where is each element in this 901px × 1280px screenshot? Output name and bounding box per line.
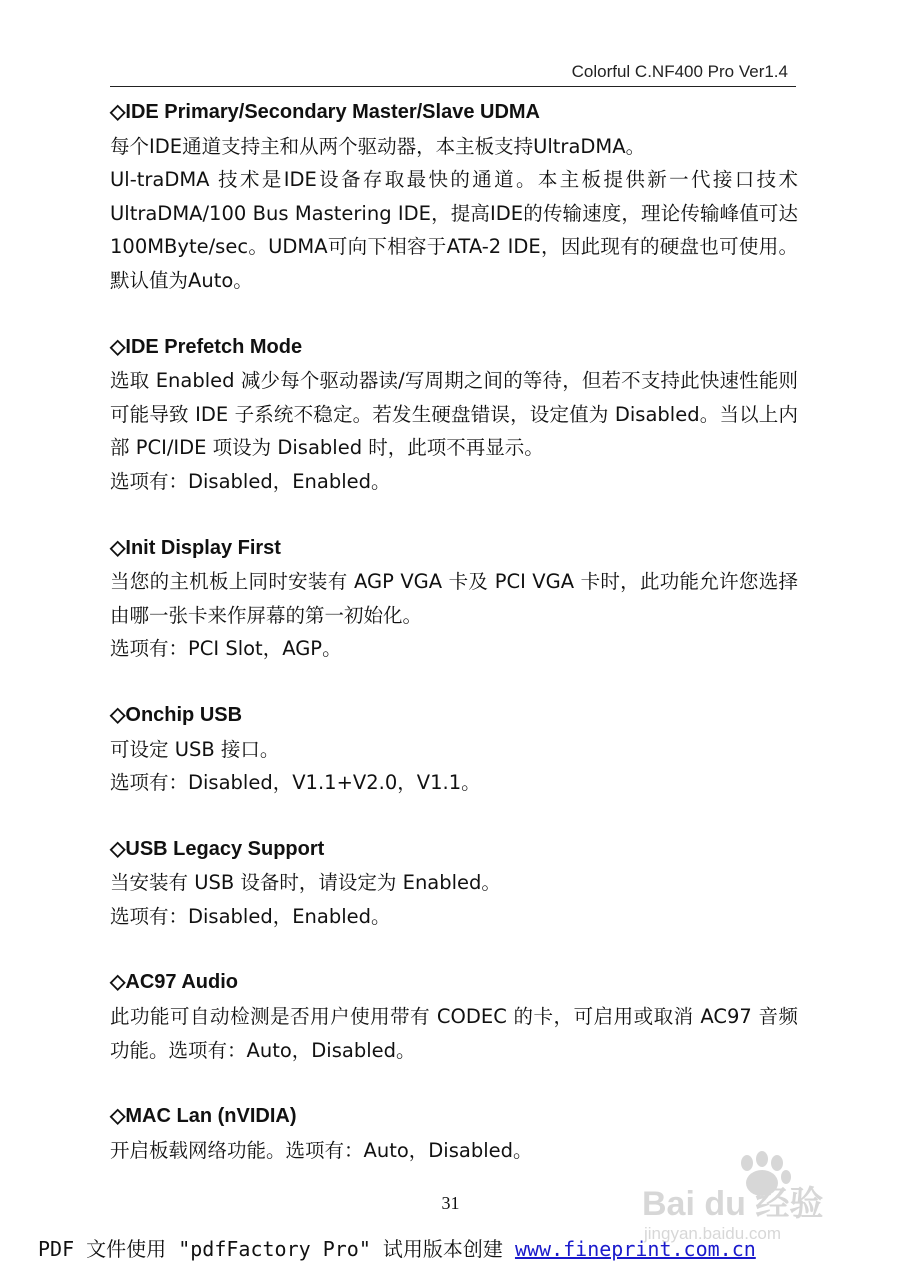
header-title: Colorful C.NF400 Pro Ver1.4 [571, 62, 788, 81]
section-paragraph: 选项有：Disabled，V1.1+V2.0，V1.1。 [110, 771, 481, 795]
section-paragraph: 每个IDE通道支持主和从两个驱动器，本主板支持UltraDMA。 [110, 134, 646, 158]
section-heading: ◇AC97 Audio [110, 971, 238, 994]
baidu-watermark-logo [640, 1145, 860, 1245]
page-header [110, 58, 796, 87]
section-onchip-usb [110, 699, 798, 800]
section-paragraph: 开启板载网络功能。选项有：Auto，Disabled。 [110, 1138, 533, 1162]
section-heading: ◇USB Legacy Support [110, 837, 325, 860]
section-paragraph: 选取 Enabled 减少每个驱动器读/写周期之间的等待，但若不支持此快速性能则可能导致 IDE 子系统不稳定。若发生硬盘错误，设定值为 Disabled。当以上内部 PCI/IDE 项设为 Disabled 时，此项不再显示。 [110, 369, 798, 460]
page-number: 31 [441, 1193, 460, 1213]
section-usb-legacy [110, 833, 798, 934]
footer-text: PDF 文件使用 "pdfFactory Pro" 试用版本创建 [38, 1237, 515, 1261]
section-paragraph: 选项有：Disabled，Enabled。 [110, 469, 391, 493]
section-paragraph: 选项有：Disabled，Enabled。 [110, 904, 391, 928]
section-paragraph: 当安装有 USB 设备时，请设定为 Enabled。 [110, 871, 501, 895]
section-heading: ◇IDE Primary/Secondary Master/Slave UDMA [110, 101, 540, 123]
section-heading: ◇IDE Prefetch Mode [110, 335, 303, 358]
section-ac97-audio [110, 966, 798, 1067]
document-body [110, 96, 798, 1167]
section-paragraph: 可设定 USB 接口。 [110, 737, 280, 761]
watermark-url: jingyan.baidu.com [644, 1224, 782, 1243]
watermark-brand: Bai du 经验 [642, 1185, 824, 1223]
section-paragraph: 选项有：PCI Slot，AGP。 [110, 637, 342, 661]
section-ide-prefetch [110, 331, 798, 499]
section-paragraph: Ul-traDMA 技术是IDE设备存取最快的通道。本主板提供新一代接口技术UltraDMA/100 Bus Mastering IDE，提高IDE的传输速度，理论传输峰值可达100MByte/sec。UDMA可向下相容于ATA-2 IDE，因此现有的硬盘也可使用。默认值为Auto。 [110, 168, 798, 292]
section-heading: ◇Init Display First [110, 536, 281, 559]
section-paragraph: 当您的主机板上同时安装有 AGP VGA 卡及 PCI VGA 卡时，此功能允许您选择由哪一张卡来作屏幕的第一初始化。 [110, 570, 798, 627]
section-heading: ◇MAC Lan (nVIDIA) [110, 1105, 297, 1128]
footer-link[interactable]: www.fineprint.com.cn [514, 1237, 756, 1261]
section-ide-udma [110, 96, 798, 298]
section-paragraph: 此功能可自动检测是否用户使用带有 CODEC 的卡，可启用或取消 AC97 音频功能。选项有：Auto，Disabled。 [110, 1005, 798, 1062]
section-init-display [110, 532, 798, 666]
section-heading: ◇Onchip USB [110, 703, 243, 726]
